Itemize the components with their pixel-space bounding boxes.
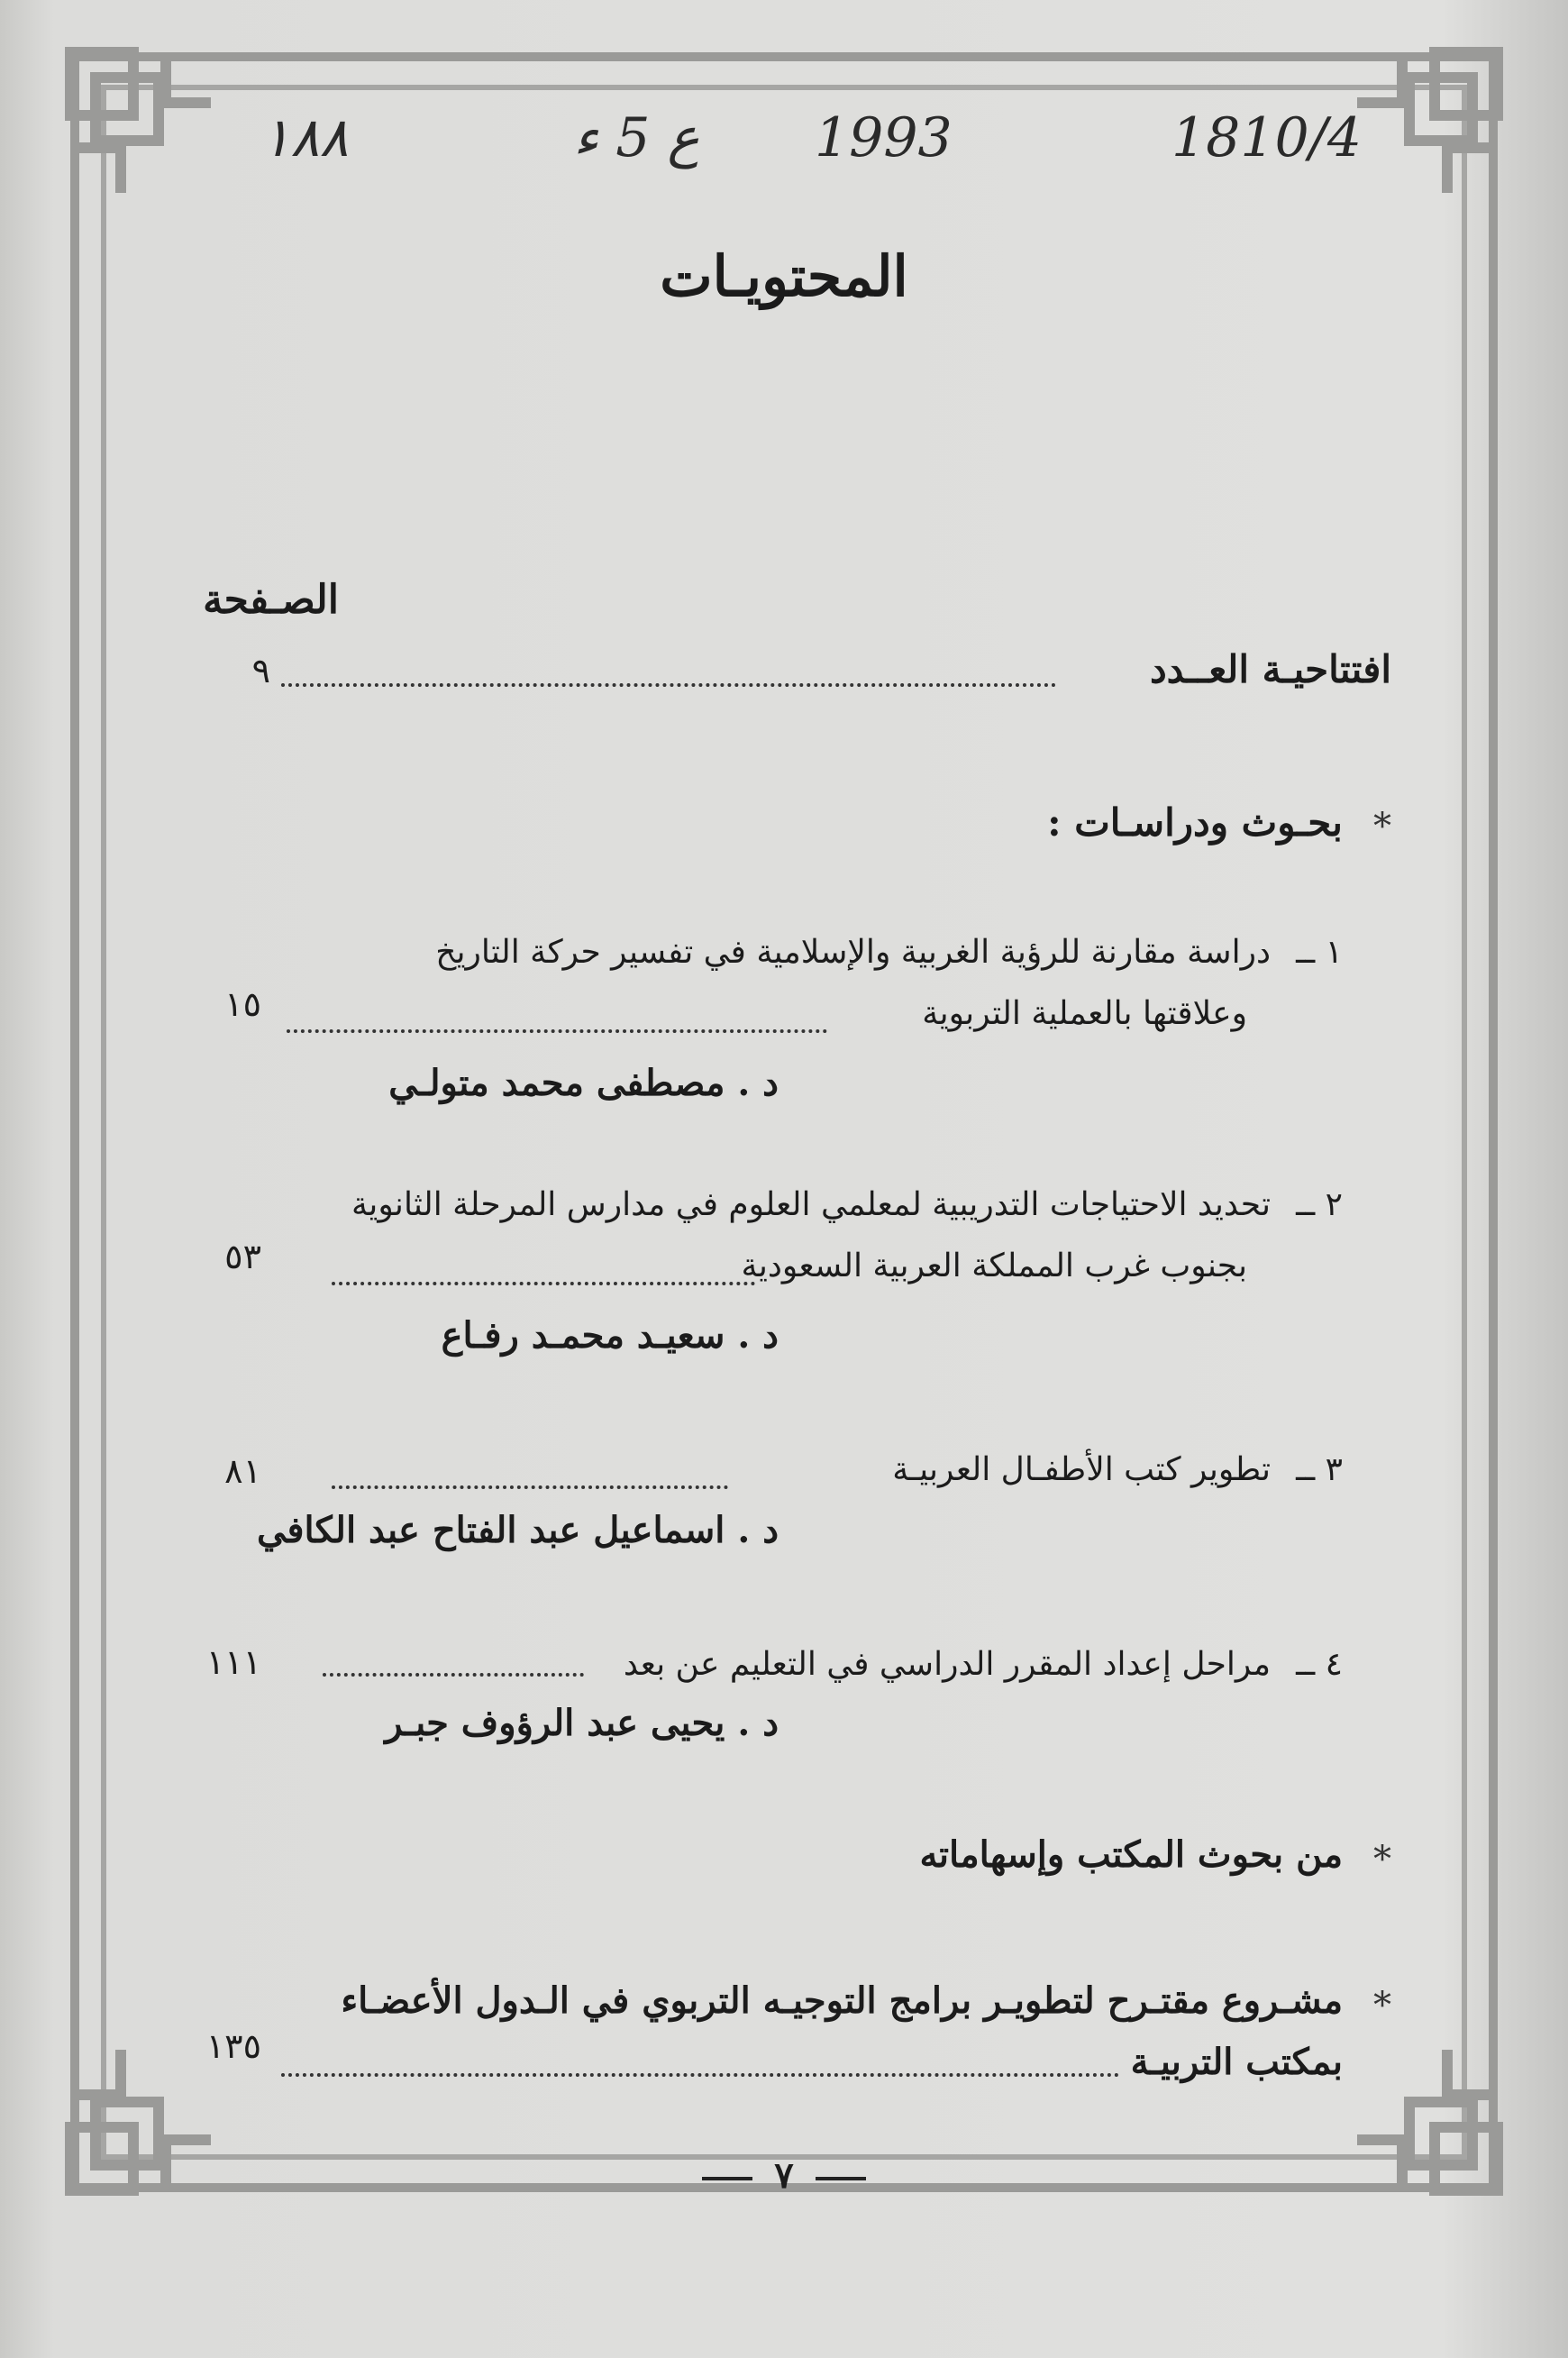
toc-entry-project: [0, 2026, 1568, 2095]
handwritten-note: ع 5 ء: [573, 106, 700, 169]
bullet-star-icon: *: [1373, 1839, 1391, 1880]
section-heading: بحـوث ودراسـات :: [1047, 800, 1343, 845]
corner-ornament-icon: [58, 40, 238, 220]
handwritten-note: ١٨٨: [261, 106, 349, 169]
toc-entry-author: [0, 1314, 1568, 1368]
bullet-star-icon: *: [1373, 806, 1391, 847]
page-number: ٩: [251, 651, 270, 690]
toc-entry: [0, 1642, 1568, 1700]
toc-entry: [0, 934, 1568, 988]
bullet-star-icon: *: [1373, 1985, 1391, 2026]
section-heading-office: [0, 1833, 1568, 1887]
page-footer: [0, 2154, 1568, 2197]
entry-number: ١ ــ: [1296, 934, 1343, 971]
dot-leader: [332, 1282, 755, 1285]
toc-entry: [0, 1451, 1568, 1505]
toc-entry-author: [0, 1702, 1568, 1756]
page-number: ٥٣: [224, 1237, 261, 1276]
handwritten-note: 1810/4: [1171, 106, 1363, 169]
toc-entry-author: [0, 1062, 1568, 1116]
entry-title-line1: مشـروع مقتـرح لتطويـر برامج التوجيـه التربوي في الـدول الأعضـاء: [341, 1979, 1343, 2022]
author-name: د . يحيى عبد الرؤوف جبـر: [385, 1702, 779, 1744]
footer-page-number: ٧: [774, 2154, 794, 2197]
entry-title-line2: بجنوب غرب المملكة العربية السعودية: [741, 1248, 1247, 1284]
entry-title-line1: تطوير كتب الأطفـال العربيـة: [892, 1451, 1271, 1488]
entry-number: ٢ ــ: [1296, 1186, 1343, 1223]
page-number: ١٥: [224, 984, 261, 1024]
entry-title: افتتاحيـة العــدد: [1149, 647, 1391, 691]
page-title: المحتويـات: [660, 243, 908, 309]
toc-entry-editorial: [0, 647, 1568, 701]
page-column-header: الصـفحة: [203, 577, 339, 623]
dot-leader: [332, 1485, 728, 1489]
entry-title-line2: بمكتب التربيـة: [1130, 2041, 1343, 2083]
author-name: د . اسماعيل عبد الفتاح عبد الكافي: [257, 1509, 779, 1551]
entry-number: ٤ ــ: [1296, 1646, 1343, 1683]
page-number: ١٣٥: [205, 2026, 261, 2066]
toc-entry: [0, 1237, 1568, 1302]
toc-entry-project: [0, 1979, 1568, 2034]
dot-leader: [281, 2073, 1119, 2077]
author-name: د . سعيـد محمـد رفـاع: [441, 1314, 779, 1357]
handwritten-note: 1993: [815, 106, 953, 169]
section-heading-research: [0, 800, 1568, 855]
section-heading: من بحوث المكتب وإسهاماته: [919, 1833, 1343, 1876]
toc-entry-author: [0, 1509, 1568, 1563]
entry-title-line1: تحديد الاحتياجات التدريبية لمعلمي العلوم في مدارس المرحلة الثانوية: [351, 1186, 1271, 1223]
entry-title-line1: دراسة مقارنة للرؤية الغربية والإسلامية في تفسير حركة التاريخ: [435, 934, 1271, 971]
entry-title-line1: مراحل إعداد المقرر الدراسي في التعليم عن بعد: [623, 1646, 1271, 1683]
page-number: ٨١: [224, 1451, 261, 1491]
entry-number: ٣ ــ: [1296, 1451, 1343, 1488]
author-name: د . مصطفى محمد متولـي: [388, 1062, 779, 1104]
page-number: ١١١: [205, 1642, 261, 1682]
toc-entry: [0, 1186, 1568, 1240]
dot-leader: [323, 1673, 584, 1677]
entry-title-line2: وعلاقتها بالعملية التربوية: [922, 995, 1247, 1032]
toc-entry: [0, 984, 1568, 1049]
footer-rule: [702, 2177, 752, 2180]
dot-leader: [287, 1029, 827, 1033]
dot-leader: [281, 683, 1056, 687]
footer-rule: [816, 2177, 866, 2180]
